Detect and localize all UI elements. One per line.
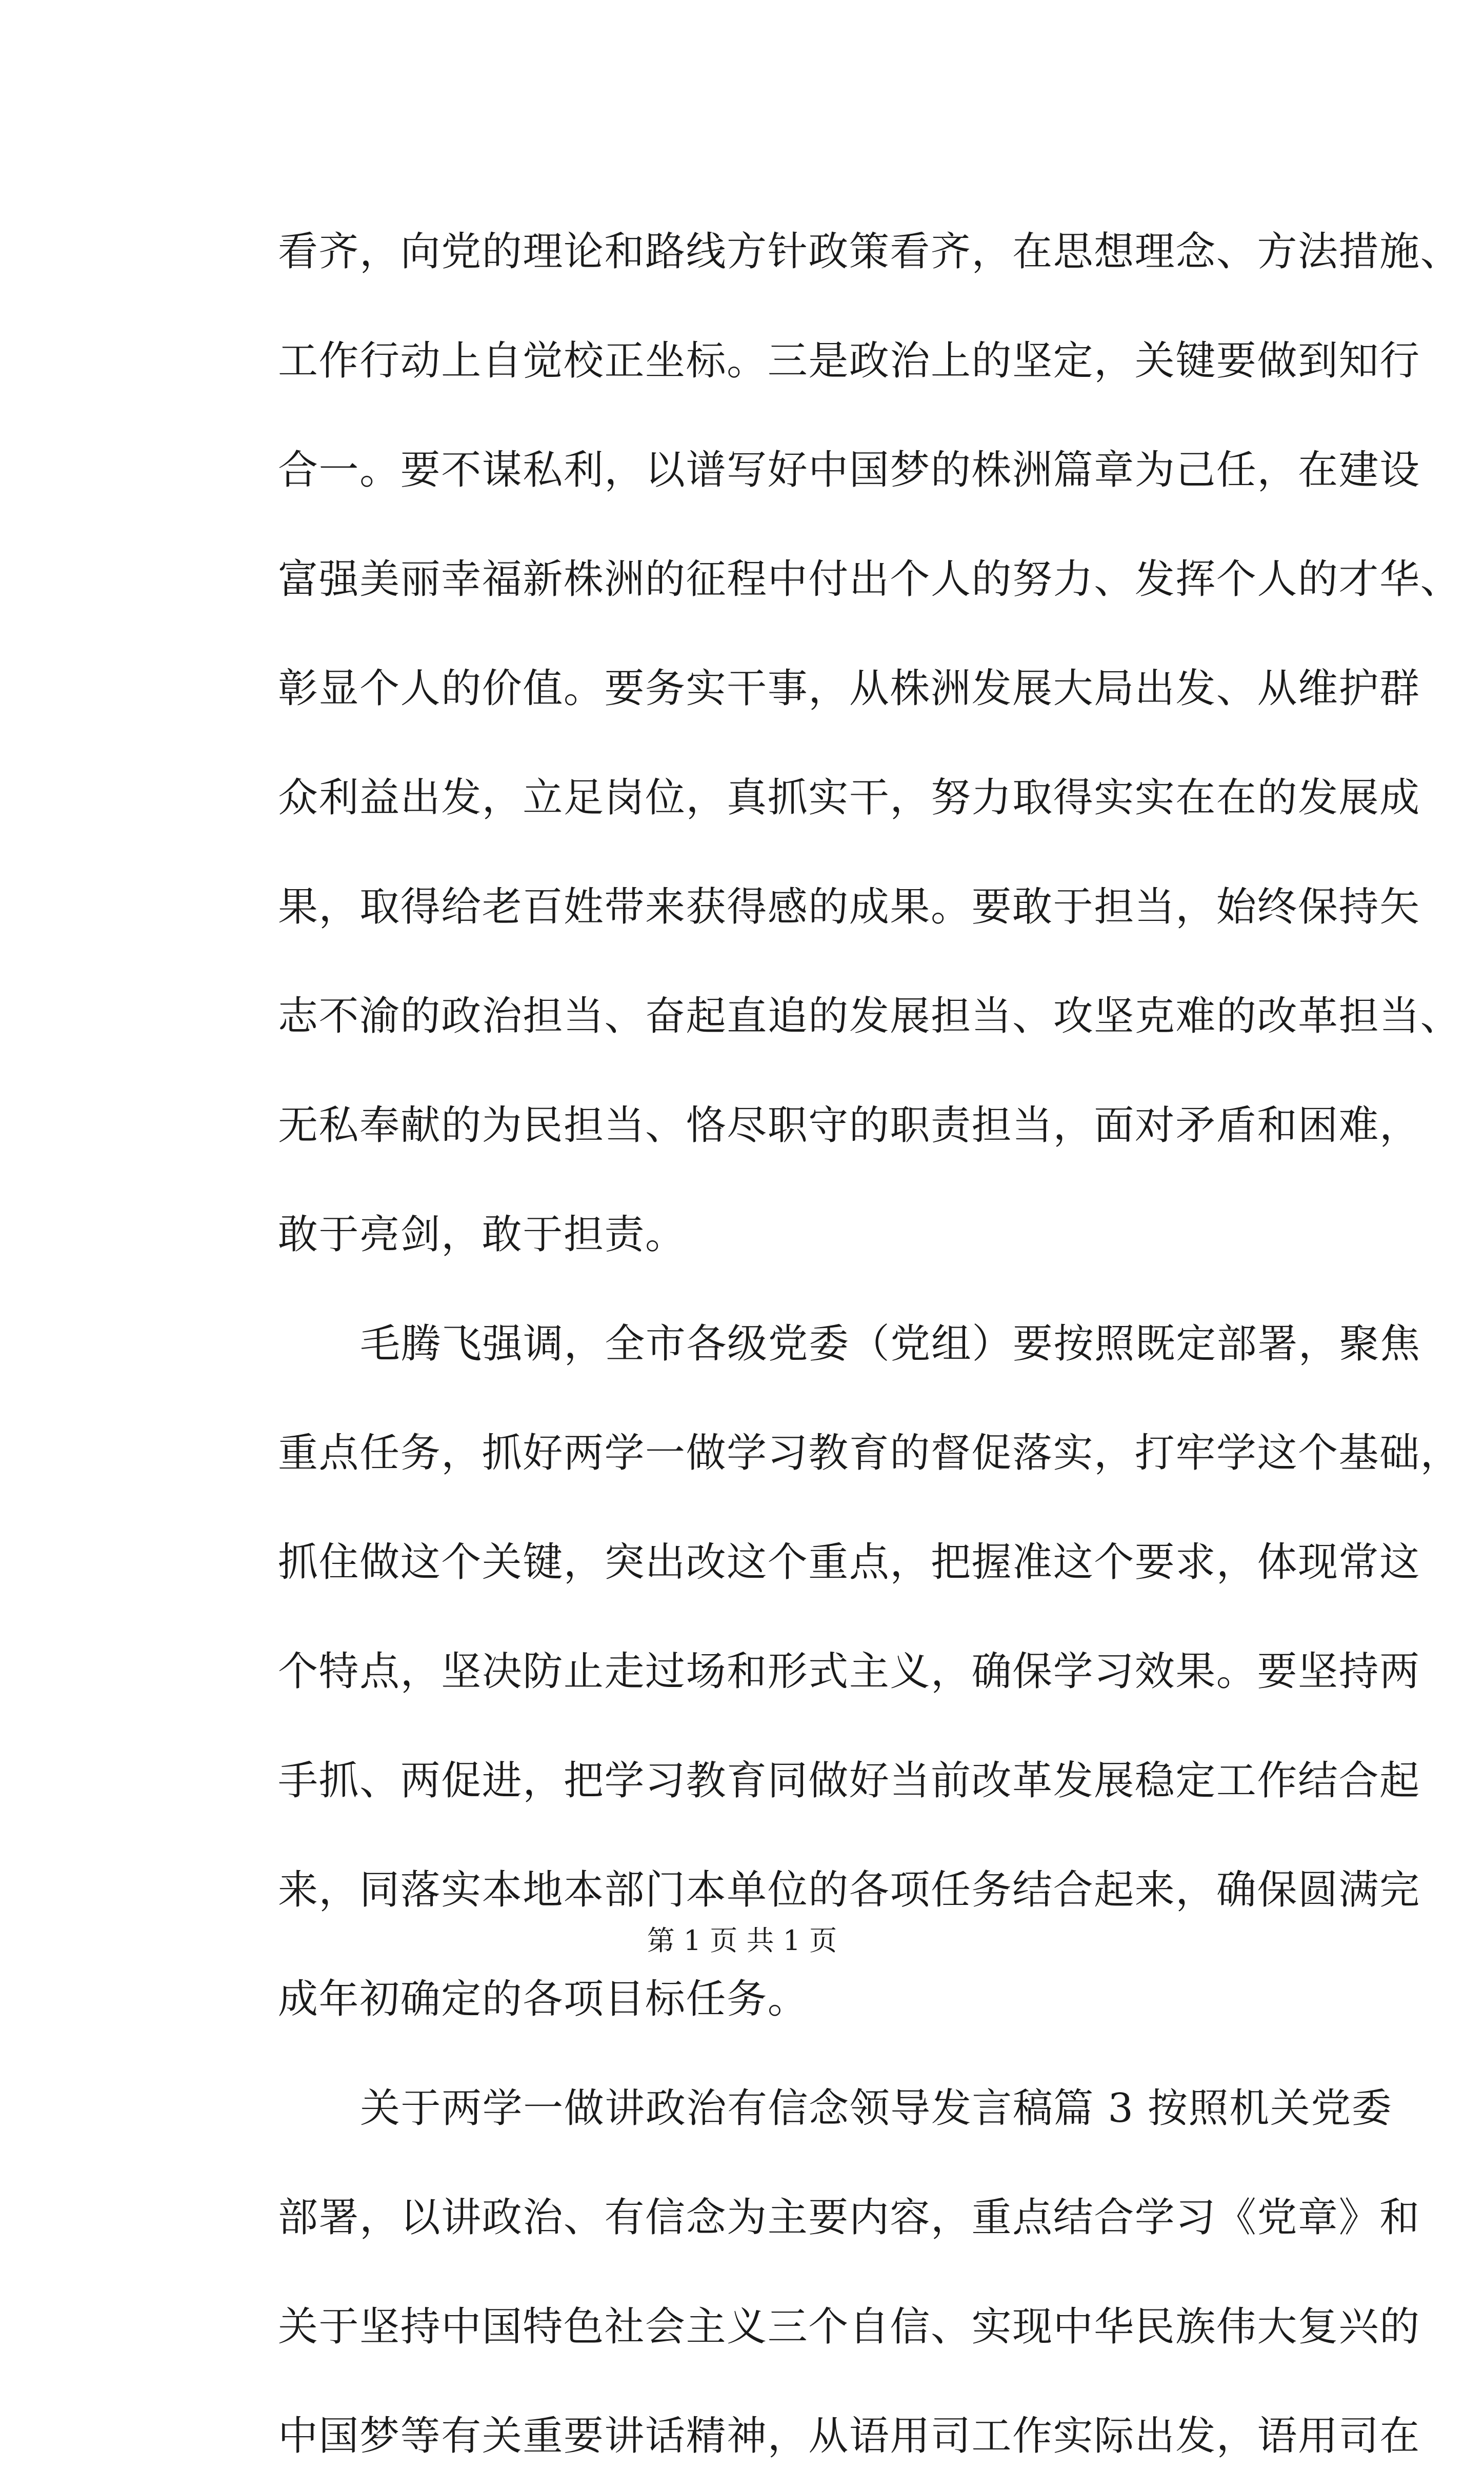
paragraph-3-line-4: 中国梦等有关重要讲话精神，从语用司工作实际出发，语用司在 xyxy=(278,2413,1420,2459)
paragraph-2-line-2: 重点任务，抓好两学一做学习教育的督促落实，打牢学这个基础， xyxy=(278,1430,1461,1476)
paragraph-2-line-3: 抓住做这个关键，突出改这个重点，把握准这个要求，体现常这 xyxy=(278,1539,1420,1585)
paragraph-1-line-4: 富强美丽幸福新株洲的征程中付出个人的努力、发挥个人的才华、 xyxy=(278,556,1461,602)
paragraph-2-line-1: 毛腾飞强调，全市各级党委（党组）要按照既定部署，聚焦 xyxy=(360,1321,1421,1367)
paragraph-1-line-3: 合一。要不谋私利，以谱写好中国梦的株洲篇章为己任，在建设 xyxy=(278,447,1420,493)
paragraph-1-line-7: 果，取得给老百姓带来获得感的成果。要敢于担当，始终保持矢 xyxy=(278,884,1420,930)
paragraph-3-line-2: 部署，以讲政治、有信念为主要内容，重点结合学习《党章》和 xyxy=(278,2195,1420,2241)
document-body xyxy=(278,197,1461,2491)
paragraph-1-line-9: 无私奉献的为民担当、恪尽职守的职责担当，面对矛盾和困难， xyxy=(278,1102,1420,1149)
paragraph-1-line-6: 众利益出发，立足岗位，真抓实干，努力取得实实在在的发展成 xyxy=(278,775,1420,821)
paragraph-2-line-7: 成年初确定的各项目标任务。 xyxy=(278,1976,809,2022)
paragraph-1-line-1: 看齐，向党的理论和路线方针政策看齐，在思想理念、方法措施、 xyxy=(278,229,1461,275)
paragraph-3 xyxy=(278,2054,1420,2491)
paragraph-3-line-1: 关于两学一做讲政治有信念领导发言稿篇 3 按照机关党委 xyxy=(360,2085,1393,2132)
paragraph-1-line-10: 敢于亮剑，敢于担责。 xyxy=(278,1212,686,1258)
paragraph-1-line-2: 工作行动上自觉校正坐标。三是政治上的坚定，关键要做到知行 xyxy=(278,338,1420,384)
page-footer: 第 1 页 共 1 页 xyxy=(647,1924,837,1957)
paragraph-1-line-8: 志不渝的政治担当、奋起直追的发展担当、攻坚克难的改革担当、 xyxy=(278,993,1461,1039)
paragraph-1-line-5: 彰显个人的价值。要务实干事，从株洲发展大局出发、从维护群 xyxy=(278,666,1420,712)
paragraph-2-line-5: 手抓、两促进，把学习教育同做好当前改革发展稳定工作结合起 xyxy=(278,1758,1420,1804)
paragraph-2-line-4: 个特点，坚决防止走过场和形式主义，确保学习效果。要坚持两 xyxy=(278,1649,1420,1695)
paragraph-1 xyxy=(278,197,1461,1290)
paragraph-3-line-3: 关于坚持中国特色社会主义三个自信、实现中华民族伟大复兴的 xyxy=(278,2304,1420,2350)
paragraph-2-line-6: 来，同落实本地本部门本单位的各项任务结合起来，确保圆满完 xyxy=(278,1867,1420,1913)
